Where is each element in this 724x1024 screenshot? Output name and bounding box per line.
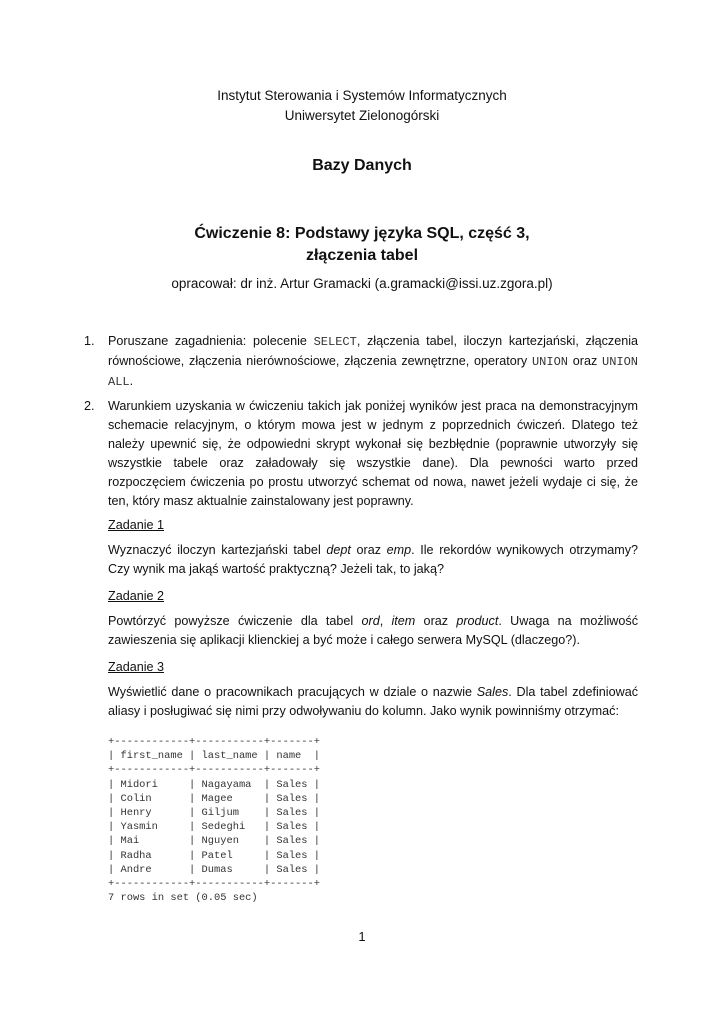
dept-sales: Sales [476,685,509,699]
table-emp: emp [386,543,412,557]
task1-b: oraz [350,543,387,557]
course-title: Bazy Danych [312,157,412,174]
keyword-select: SELECT [313,335,357,349]
task1-a: Wyznaczyć iloczyn kartezjański tabel [108,543,327,557]
task2-a: Powtórzyć powyższe ćwiczenie dla tabel [108,614,362,628]
page-number: 1 [358,929,366,944]
task-3-text [108,683,638,721]
institute-name: Instytut Sterowania i Systemów Informatycznych [217,88,507,103]
exercise-title-line1: Ćwiczenie 8: Podstawy języka SQL, część 3, [194,225,530,242]
list-item-2: Warunkiem uzyskania w ćwiczeniu takich jak poniżej wyników jest praca na demonstracyjnym schemacie relacyjnym, o którym mowa jest w jednym z poprzednich ćwiczeń. Dlatego też należy upewnić się, że odpowiedni skrypt wykonał się bezbłędnie (poprawnie utworzyły się wszystkie tabele oraz załadowały się wszystkie dane). Dla pewności warto przed rozpoczęciem ćwiczenia po prostu utworzyć schemat od nowa, nawet jeżeli wydaje ci się, że ten, który masz aktualnie zainstalowany jest poprawny. [108,399,638,508]
task-3-heading: Zadanie 3 [108,660,165,674]
task3-a: Wyświetlić dane o pracownikach pracujących w dziale o nazwie [108,685,477,699]
task-2-heading: Zadanie 2 [108,589,165,603]
sql-result-table: +------------+-----------+-------+ | first_name | last_name | name | +------------+-----------+-------+ | Midori | Nagayama | Sales | | Colin | Magee | Sales | | Henry | Giljum | Sales | | Yasmin | Sedeghi | Sales | | Mai | Nguyen | Sales | | Radha | Patel | Sales | | Andre | Dumas | Sales | +------------+-----------+-------+ 7 rows in set (0.05 sec) [108,736,321,905]
exercise-title-line2: złączenia tabel [305,247,419,264]
keyword-union-all: UNION ALL [108,355,639,389]
item1-text-c: oraz [568,354,602,368]
university-name: Uniwersytet Zielonogórski [284,108,440,123]
table-ord: ord [361,614,380,628]
task-1-heading: Zadanie 1 [108,518,165,532]
item1-text-a: Poruszane zagadnienia: polecenie [108,334,314,348]
exercise-title [0,223,724,267]
task-2-text [108,612,638,650]
item1-text-d: . [129,374,134,388]
list-number-2: 2. [84,399,95,413]
item1-text-b: , złączenia tabel, iloczyn kartezjański, złączenia równościowe, złączenia nierównościowe, złączenia zewnętrzne, operatory [108,334,639,368]
header-affiliation [0,86,724,126]
table-dept: dept [326,543,351,557]
task2-c: oraz [415,614,457,628]
task-1-text [108,541,638,579]
task2-d: . Uwaga na możliwość zawieszenia się aplikacji klienckiej a być może i całego serwera MySQL (dlaczego?). [108,614,638,647]
table-product: product [456,614,499,628]
table-item: item [391,614,416,628]
keyword-union: UNION [531,355,568,369]
task3-b: . Dla tabel zdefiniować aliasy i posługiwać się nimi przy odwoływaniu do kolumn. Jako wynik powinniśmy otrzymać: [108,685,638,718]
list-number-1: 1. [84,334,95,348]
task1-c: . Ile rekordów wynikowych otrzymamy? Czy wynik ma jakąś wartość praktyczną? Jeżeli tak, to jaką? [108,543,639,576]
list-item-1 [108,332,638,392]
author-line: opracował: dr inż. Artur Gramacki (a.gramacki@issi.uz.zgora.pl) [171,276,553,291]
task2-b: , [379,614,392,628]
